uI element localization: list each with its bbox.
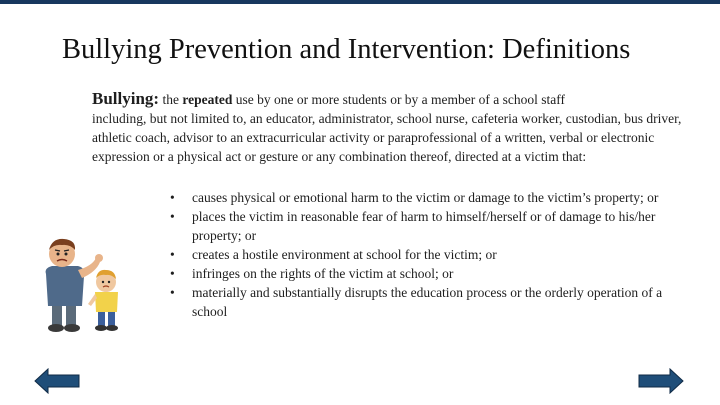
criteria-text: places the victim in reasonable fear of harm to himself/herself or of damage to his/her property; or xyxy=(192,209,656,243)
top-accent-bar xyxy=(0,0,720,4)
criteria-text: infringes on the rights of the victim at school; or xyxy=(192,266,454,281)
definition-text: including, but not limited to, an educator, administrator, school nurse, cafeteria worker, custodian, bus driver, athletic coach, advisor to an extracurricular activity or paraprofessional of a written, verbal or electronic expression or a physical act or gesture or any combination thereof, directed at a victim that: xyxy=(92,111,682,164)
intro-pre: the xyxy=(162,92,183,107)
criteria-list xyxy=(170,188,670,321)
bullet-icon: • xyxy=(170,190,175,205)
definition-body xyxy=(92,89,692,166)
definition-term: Bullying: xyxy=(92,89,160,108)
slide-title: Bullying Prevention and Intervention: Definitions xyxy=(62,34,631,65)
intro-post: use by one or more students or by a member of a school staff xyxy=(232,92,566,107)
criteria-item xyxy=(170,188,670,207)
arrow-right-icon[interactable] xyxy=(638,368,684,394)
arrow-left-icon[interactable] xyxy=(34,368,80,394)
bullet-icon: • xyxy=(170,209,175,224)
bullet-icon: • xyxy=(170,285,175,300)
bully-figure xyxy=(46,239,103,332)
intro-emphasis: repeated xyxy=(182,92,233,107)
child-figure xyxy=(88,270,118,331)
bullet-icon: • xyxy=(170,247,175,262)
criteria-item xyxy=(170,283,670,321)
criteria-item xyxy=(170,207,670,245)
criteria-text: materially and substantially disrupts the education process or the orderly operation of a school xyxy=(192,285,663,319)
bully-clipart-image xyxy=(38,232,134,336)
criteria-text: causes physical or emotional harm to the victim or damage to the victim’s property; or xyxy=(192,190,659,205)
criteria-text: creates a hostile environment at school for the victim; or xyxy=(192,247,497,262)
criteria-item xyxy=(170,245,670,264)
criteria-item xyxy=(170,264,670,283)
definition-intro xyxy=(162,92,565,107)
bullet-icon: • xyxy=(170,266,175,281)
